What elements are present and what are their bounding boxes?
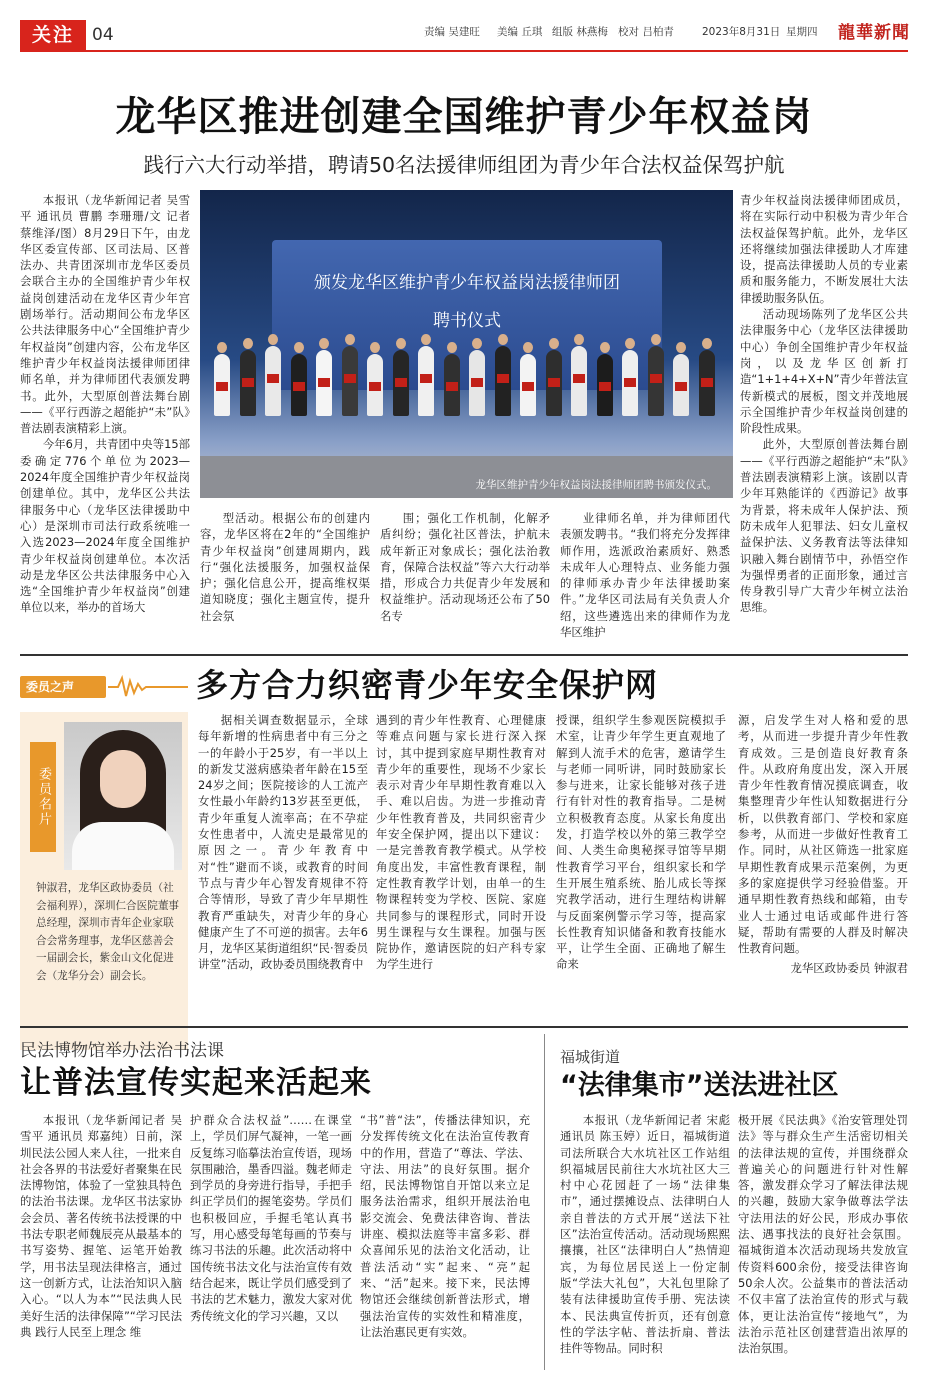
art-credit: 美编 丘琪 [497, 26, 543, 38]
member-bio: 钟淑君，龙华区政协委员（社会福利界），深圳仁合医院董事总经理，深圳市青年企业家联合会常务理事，龙华区慈善会一届副会长，紫金山文化促进会（龙华分会）副会长。 [36, 882, 180, 982]
person-figure [418, 346, 434, 416]
article3-paragraph: “书”普“法”，传播法律知识，充分发挥传统文化在法治宣传教育中的作用，营造了“尊法、学法、守法、用法”的良好氛围。据介绍，民法博物馆自开馆以来立足服务法治需求，组织开展法治电影交流会、免费法律咨询、普法讲座、模拟法庭等丰富多彩、群众喜闻乐见的法治文化活动，让普法活动“实”起来、“亮”起来、“活”起来。接下来，民法博物馆还会继续创新普法形式，增强法治宣传的实效性和精准度，让法治惠民更有实效。 [360, 1113, 530, 1339]
article1-title: 龙华区推进创建全国维护青少年权益岗 [115, 94, 813, 140]
member-card-label: 委员名片 [30, 742, 56, 852]
person-head [651, 334, 661, 345]
portrait-face [100, 750, 146, 808]
article2-paragraph: 据相关调查数据显示，全球每年新增的性病患者中有三分之一的年龄小于25岁，有一半以上的新发艾滋病感染者年龄在15至24岁之间；医院接诊的人工流产女性最小年龄约13岁甚至更低，青少年重复人流率高；在不孕症女性患者中，人流史是最常见的原因之一。青少年教育中对“性”避而不谈，或教育的时间节点与青少年心智发育规律不符合等情形，导致了青少年早期性教育严重缺失，对青少年的身心健康产生了不可逆的损害。去年6月，龙华区某街道组织“民·智委员讲堂”活动，政协委员围绕教育中 [198, 713, 368, 972]
article2-signature: 龙华区政协委员 钟淑君 [790, 961, 908, 976]
article4-paragraph: 本报讯（龙华新闻记者 宋彪 通讯员 陈玉婷）近日，福城街道司法所联合大水坑社区工作站组织福城居民前往大水坑社区大三村中心花园赶了一场“法律集市”，通过摆摊设点、法律明白人亲自普法的方式开展“送法下社区”法治宣传活动。活动现场熙熙攘攘，社区“法律明白人”热情迎宾，为每位居民送上一份定制版“学法大礼包”，大礼包里除了装有法律援助宣传手册、宪法读本、民法典宣传折页，还有创意性的学法字帖、普法折扇、普法挂件等物品。同时积 [560, 1113, 730, 1356]
person-head [625, 338, 635, 349]
person-head [370, 342, 380, 353]
soundwave-icon [108, 672, 188, 702]
certificate [420, 374, 432, 383]
article2-column-2 [376, 712, 546, 973]
person-head [702, 338, 712, 349]
certificate [548, 378, 560, 387]
proof-credit: 校对 吕柏青 [618, 26, 674, 38]
certificate [216, 382, 228, 391]
article1-paragraph: 活动现场陈列了龙华区公共法律服务中心（龙华区法律援助中心）争创全国维护青少年权益岗，以及龙华区创新打造“1+1+4+X+N”青少年普法宣传新模式的展板，图文并茂地展示全国维护青少年权益岗创建的阶段性成果。 [740, 307, 908, 436]
person-figure [699, 350, 715, 416]
person-head [600, 342, 610, 353]
layout-credit: 组版 林燕梅 [552, 26, 608, 38]
column-divider [544, 1034, 545, 1370]
member-portrait [64, 722, 182, 870]
article1-column-1 [20, 192, 190, 616]
section-divider [20, 654, 908, 656]
article1-paragraph: 业律师名单，并为律师团代表颁发聘书。“我们将充分发挥律师作用，选派政治素质好、熟悉未成年人心理特点、业务能力强的律师承办青少年法律援助案件。”龙华区司法局有关负责人介绍，这些遴选出来的律师作为龙华区维护 [560, 511, 730, 640]
person-figure [546, 350, 562, 416]
portrait-suit [72, 822, 174, 870]
person-head [243, 338, 253, 349]
certificate [242, 378, 254, 387]
certificate [344, 374, 356, 383]
certificate [573, 374, 585, 383]
certificate [369, 382, 381, 391]
article2-column-1 [198, 712, 368, 973]
issue-weekday: 星期四 [786, 26, 818, 38]
person-head [676, 342, 686, 353]
person-head [447, 342, 457, 353]
article4-title: “法律集市”送法进社区 [560, 1070, 839, 1101]
screen-text-line2: 聘书仪式 [433, 311, 501, 331]
ceremony-photo [200, 190, 733, 498]
article4-column-1 [560, 1112, 730, 1356]
page-number: 04 [92, 25, 114, 45]
person-figure [495, 346, 511, 416]
article1-paragraph: 青少年权益岗法援律师团成员，将在实际行动中积极为青少年合法权益保驾护航。此外，龙华区还将继续加强法律援助人才库建设，提高法律援助人员的专业素质和服务能力，不断发展壮大法律援助服务队伍。 [740, 193, 908, 305]
person-head [345, 334, 355, 345]
article3-kicker: 民法博物馆举办法治书法课 [20, 1041, 224, 1061]
certificate [267, 374, 279, 383]
person-figure [316, 350, 332, 416]
person-figure [597, 354, 613, 416]
article2-paragraph: 遇到的青少年性教育、心理健康等难点问题与家长进行深入探讨，其中提到家庭早期性教育对青少年的重要性，现场不少家长表示对青少年早期性教育难以入手、难以启齿。为进一步推动青少年性教育普及，共同织密青少年安全保护网，提出以下建议：一是完善教育教学模式。从学校角度出发，丰富性教育课程，制定性教育教学计划，由单一的生物课程转变为学校、医院、家庭共同参与的课程形式，同时开设男生课程与女生课程。加强与医院协作，邀请医院的妇产科专家为学生进行 [376, 713, 546, 972]
article1-paragraph: 本报讯（龙华新闻记者 吴雪平 通讯员 曹鹏 李珊珊/文 记者 蔡维泽/图）8月29日下午，由龙华区委宣传部、区司法局、区普法办、共青团深圳市龙华区委员会联合主办的全国维护青少年权益岗创建活动在龙华区青少年宫剧场举行。活动期间公布龙华区公共法律服务中心“全国维护青少年权益岗”创建内容，公布龙华区维护青少年权益岗法援律师团律师名单，并为律师团代表颁发聘书。此外，大型原创普法舞台剧——《平行西游之超能护“未”队》普法剧表演精彩上演。 [20, 193, 190, 436]
certificate [522, 382, 534, 391]
article2-title: 多方合力织密青少年安全保护网 [196, 666, 659, 704]
article3-column-2 [190, 1112, 352, 1324]
screen-text-line1: 颁发龙华区维护青少年权益岗法援律师团 [314, 273, 620, 293]
certificate [675, 382, 687, 391]
person-head [498, 334, 508, 345]
person-head [472, 338, 482, 349]
person-head [217, 342, 227, 353]
committee-voice-tag: 委员之声 [20, 676, 106, 698]
certificate [471, 378, 483, 387]
certificate [624, 378, 636, 387]
issue-date: 2023年8月31日 [702, 26, 781, 38]
person-head [268, 334, 278, 345]
article2-column-3 [556, 712, 726, 973]
person-figure [367, 354, 383, 416]
person-figure [444, 354, 460, 416]
article2-paragraph: 授课，组织学生参观医院模拟手术室，让青少年学生更直观地了解到人流手术的危害，邀请学生与老师一同听讲，同时鼓励家长参与进来，让家长能够对孩子进行有针对性的教育指导。二是树立积极教育态度。从家长角度出发，打造学校以外的第三教学空间、人类生命奥秘探寻馆等早期性教育学习平台，组织家长和学生开展生殖系统、胎儿成长等探究教学活动，进行生理结构讲解与反面案例警示学习等，提高家长性教育知识储备和教育技能水平，让学生全面、正确地了解生命来 [556, 713, 726, 972]
article1-subtitle: 践行六大行动举措，聘请50名法援律师组团为青少年合法权益保驾护航 [143, 153, 785, 177]
person-head [574, 334, 584, 345]
person-figure [673, 354, 689, 416]
article4-column-2 [738, 1112, 908, 1356]
article1-column-4 [560, 510, 730, 640]
article2-paragraph: 源，启发学生对人格和爱的思考，从而进一步提升青少年性教育成效。三是创造良好教育条件。从政府角度出发，深入开展青少年性教育情况摸底调查，收集整理青少年性认知数据进行分析，以供教育部门、学校和家庭参考，从而进一步做好性教育工作。同时，从社区筛选一批家庭早期性教育成果示范案例，为更多的家庭提供学习经验借鉴。开通早期性教育热线和邮箱，由专业人士通过电话或邮件进行答疑，帮助有需要的人群及时解决性教育问题。 [738, 713, 908, 956]
committee-member-card [20, 712, 188, 1050]
article3-column-1 [20, 1112, 182, 1340]
person-figure [214, 354, 230, 416]
person-head [549, 338, 559, 349]
person-figure [393, 350, 409, 416]
photo-caption: 龙华区维护青少年权益岗法援律师团聘书颁发仪式。 [475, 479, 717, 491]
certificate [293, 382, 305, 391]
editor-credit: 责编 吴建旺 [424, 26, 480, 38]
article1-column-2 [200, 510, 370, 624]
person-head [319, 338, 329, 349]
article3-column-3 [360, 1112, 530, 1340]
certificate [599, 382, 611, 391]
section-divider [20, 1026, 908, 1028]
article1-paragraph: 型活动。根据公布的创建内容，龙华区将在2年的“全国维护青少年权益岗”创建周期内，践行“强化法援服务，加强权益保护；强化信息公开，提高维权渠道知晓度；强化主题宣传，提升社会氛 [200, 511, 370, 623]
person-head [396, 338, 406, 349]
article1-column-5 [740, 192, 908, 616]
person-head [294, 342, 304, 353]
certificate [701, 378, 713, 387]
person-figure [571, 346, 587, 416]
certificate [318, 378, 330, 387]
person-figure [342, 346, 358, 416]
certificate [650, 374, 662, 383]
person-figure [265, 346, 281, 416]
people-on-stage [200, 310, 733, 450]
article3-title: 让普法宣传实起来活起来 [20, 1065, 372, 1101]
header-rule [20, 50, 908, 52]
article2-column-4 [738, 712, 908, 977]
certificate [497, 374, 509, 383]
person-figure [622, 350, 638, 416]
article3-paragraph: 本报讯（龙华新闻记者 吴雪平 通讯员 郑嘉纯）日前，深圳民法公园人来人往，一批来自社会各界的书法爱好者聚集在民法博物馆，体验了一堂独具特色的法治书法课。龙华区书法家协会会员、著名传统书法授课的中书法专职老师魏辰亮从最基本的书写姿势、握笔、运笔开始教学，用书法呈现法律格言，通过这一创新方式，让法治知识入脑入心。“以人为本”“民法典人民美好生活的法律保障”“学习民法典 践行人民至上理念 维 [20, 1113, 182, 1339]
person-figure [291, 354, 307, 416]
article3-paragraph: 护群众合法权益”……在课堂上，学员们屏气凝神，一笔一画反复练习临摹法治宣传语，现场氛围融洽，墨香四溢。魏老师走到学员的身旁进行指导，手把手纠正学员们的握笔姿势。学员们也积极回应，手握毛笔认真书写，用心感受每笔每画的节奏与练习书法的乐趣。此次活动将中国传统书法文化与法治宣传有效结合起来，既让学员们感受到了书法的艺术魅力，激发大家对优秀传统文化的学习兴趣，又以 [190, 1113, 352, 1323]
article4-kicker: 福城街道 [560, 1048, 621, 1066]
certificate [395, 378, 407, 387]
article1-paragraph: 围；强化工作机制，化解矛盾纠纷；强化社区普法，护航未成年新正对象成长；强化法治教育，保障合法权益”等六大行动举措，形成合力共促青少年发展和权益维护。活动现场还公布了50名专 [380, 511, 550, 623]
person-figure [520, 354, 536, 416]
section-tag: 关注 [20, 20, 86, 50]
person-head [523, 342, 533, 353]
person-figure [240, 350, 256, 416]
person-head [421, 334, 431, 345]
certificate [446, 382, 458, 391]
person-figure [469, 350, 485, 416]
article1-paragraph: 今年6月，共青团中央等15部委确定776个单位为2023—2024年度全国维护青少年权益岗创建单位。其中，龙华区公共法律服务中心（龙华区法律援助中心）是深圳市司法行政系统唯一入选2023—2024年度全国维护青少年权益岗创建单位。本次活动是龙华区公共法律服务中心入选“全国维护青少年权益岗”创建单位以来，举办的首场大 [20, 437, 190, 615]
article1-paragraph: 此外，大型原创普法舞台剧——《平行西游之超能护“未”队》普法剧表演精彩上演。该剧以青少年耳熟能详的《西游记》故事为背景，将未成年人保护法、预防未成年人犯罪法、妇女儿童权益保护法、义务教育法等法律知识融入舞台剧情节中，孙悟空作为强悍勇者的正面形象，通过言传身教引导广大青少年树立法治思维。 [740, 437, 908, 615]
article4-paragraph: 极开展《民法典》《治安管理处罚法》等与群众生产生活密切相关的法律法规的宣传，并围绕群众普遍关心的问题进行针对性解答，激发群众学习了解法律法规的兴趣，鼓励大家争做尊法学法守法用法的好公民，形成办事依法、遇事找法的良好社会氛围。福城街道本次活动现场共发放宣传资料600余份，接受法律咨询50余人次。公益集市的普法活动不仅丰富了法治宣传的形式与载体，更让法治宣传“接地气”，为法治示范社区创建营造出浓厚的法治氛围。 [738, 1113, 908, 1356]
article1-column-3 [380, 510, 550, 624]
person-figure [648, 346, 664, 416]
masthead-logo: 龍華新聞 [838, 23, 910, 43]
